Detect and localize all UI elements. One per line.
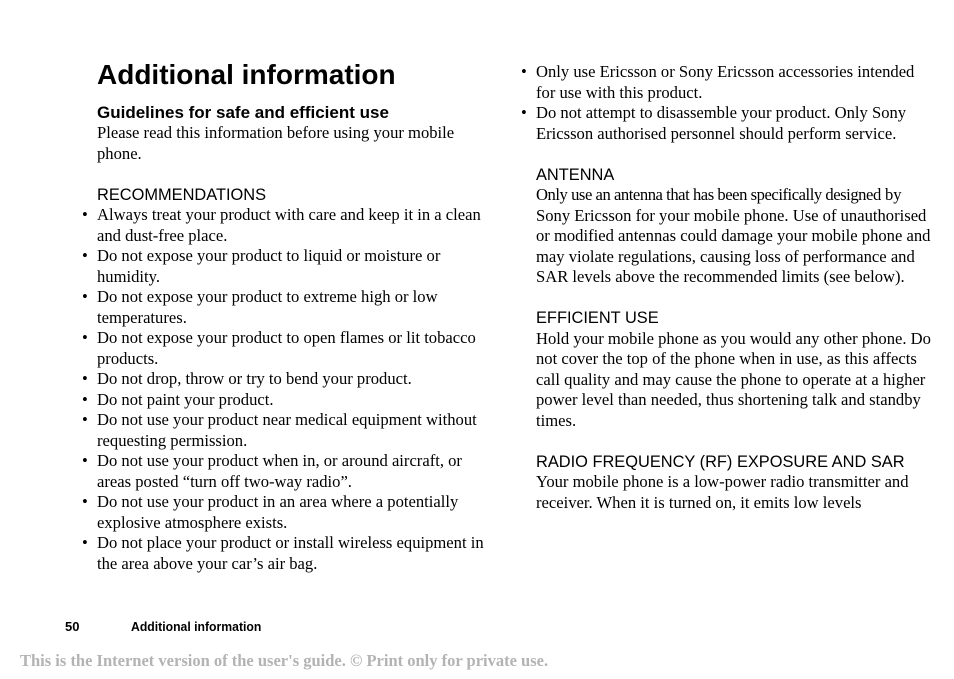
list-item: • Always treat your product with care and keep it in a clean and dust-free place. — [97, 205, 487, 246]
disclaimer-watermark: This is the Internet version of the user's guide. © Print only for private use. — [20, 651, 549, 670]
list-item: • Do not expose your product to liquid or moisture or humidity. — [97, 246, 487, 287]
list-item: • Only use Ericsson or Sony Ericsson accessories intended for use with this product. — [536, 62, 931, 103]
rf-exposure-heading: RADIO FREQUENCY (RF) EXPOSURE AND SAR — [536, 452, 905, 471]
recommendations-list-continued — [536, 62, 931, 144]
intro-paragraph: Please read this information before using your mobile phone. — [97, 123, 455, 163]
efficient-use-paragraph: Hold your mobile phone as you would any other phone. Do not cover the top of the phone when in use, as this affects call quality and may cause the phone to operate at a higher power level than needed, thus shortening talk and standby times. — [536, 328, 931, 430]
list-item: • Do not use your product in an area where a potentially explosive atmosphere exists. — [97, 492, 487, 533]
list-item: • Do not expose your product to open flames or lit tobacco products. — [97, 328, 487, 369]
list-item: • Do not attempt to disassemble your product. Only Sony Ericsson authorised personnel should perform service. — [536, 103, 931, 144]
section-subtitle: Guidelines for safe and efficient use — [97, 103, 389, 122]
page-title: Additional information — [97, 59, 396, 90]
list-item: • Do not drop, throw or try to bend your product. — [97, 369, 487, 390]
right-column-text — [536, 62, 931, 513]
list-item: • Do not paint your product. — [97, 390, 487, 411]
antenna-paragraph — [536, 185, 931, 288]
antenna-first-line: Only use an antenna that has been specifically designed — [536, 185, 881, 204]
list-item: • Do not place your product or install wireless equipment in the area above your car’s air bag. — [97, 533, 487, 574]
recommendations-list — [97, 205, 487, 574]
footer-section-title: Additional information — [131, 619, 262, 634]
recommendations-heading: RECOMMENDATIONS — [97, 185, 267, 204]
list-item: • Do not use your product near medical equipment without requesting permission. — [97, 410, 487, 451]
antenna-heading: ANTENNA — [536, 165, 615, 184]
left-column-text — [97, 123, 487, 574]
list-item: • Do not expose your product to extreme high or low temperatures. — [97, 287, 487, 328]
rf-exposure-paragraph: Your mobile phone is a low-power radio transmitter and receiver. When it is turned on, it emits low levels — [536, 472, 909, 512]
efficient-use-heading: EFFICIENT USE — [536, 309, 659, 327]
list-item: • Do not use your product when in, or around aircraft, or areas posted “turn off two-way radio”. — [97, 451, 487, 492]
page-number: 50 — [65, 619, 80, 634]
antenna-text: by Sony Ericsson for your mobile phone. Use of unauthorised or modified antennas could damage your mobile phone and may violate regulations, causing loss of performance and SAR levels above the recommended limits (see below). — [536, 185, 931, 286]
